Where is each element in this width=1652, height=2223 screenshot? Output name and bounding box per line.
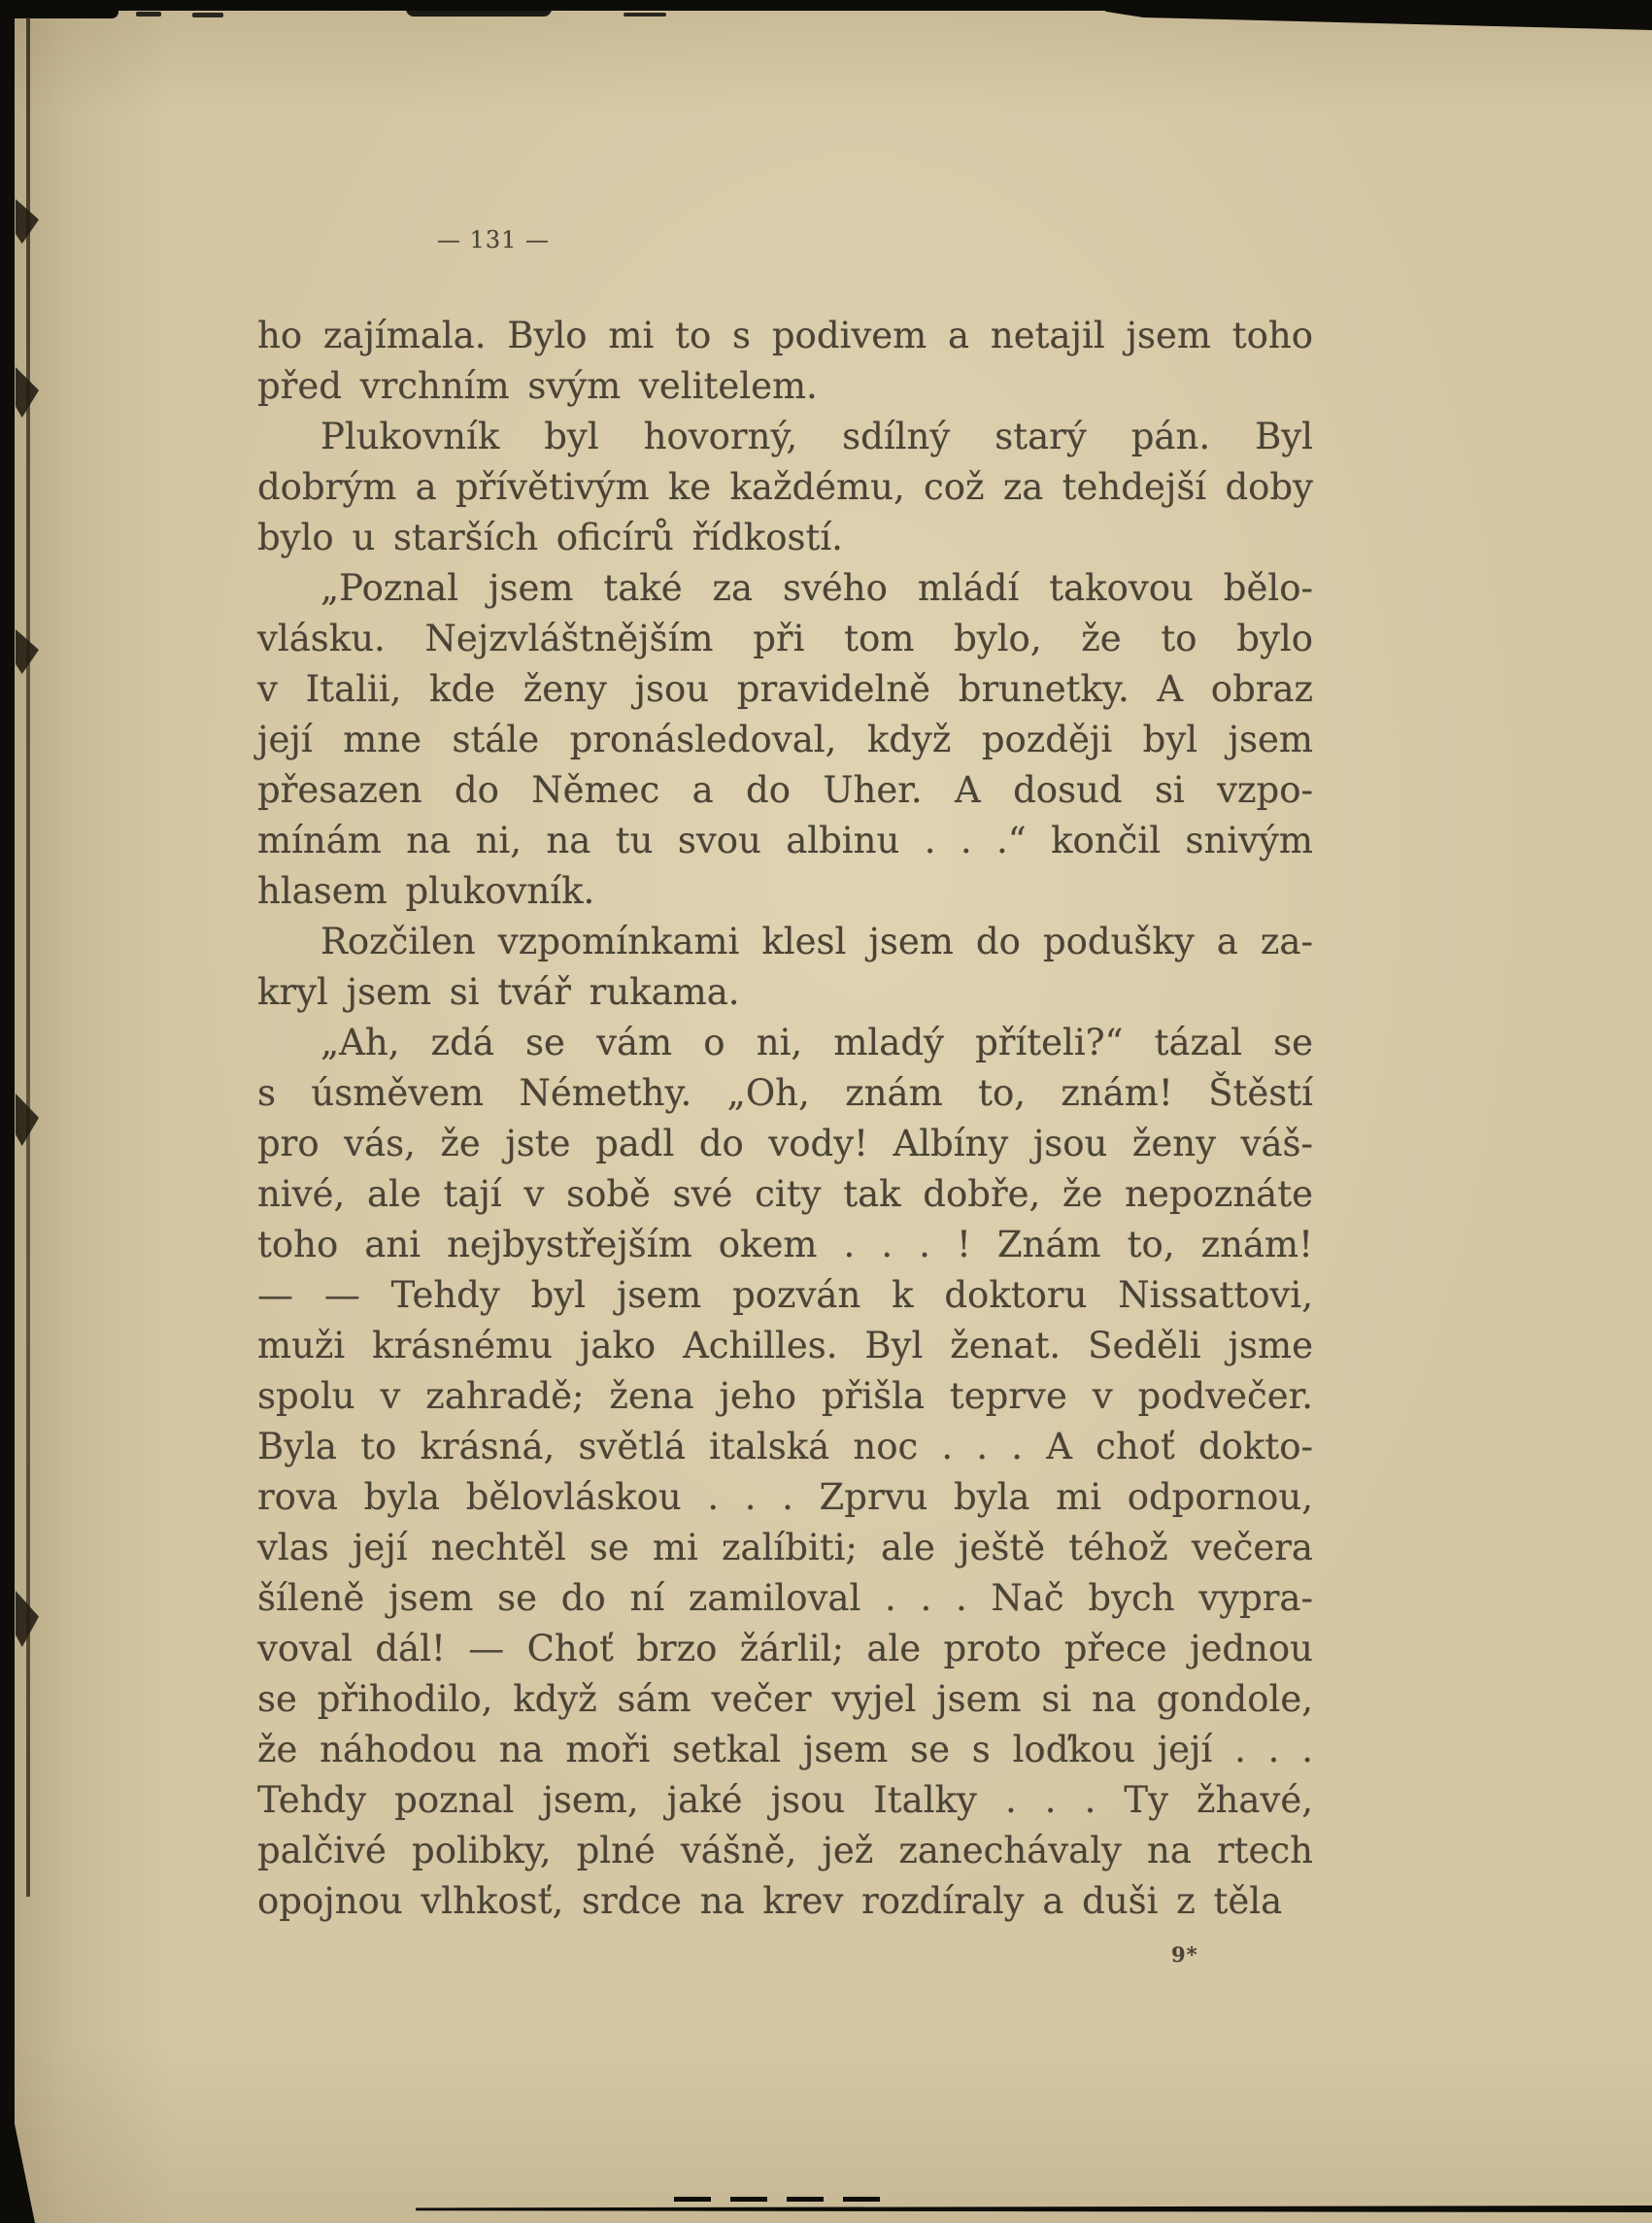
text-line: dobrým a přívětivým ke každému, což za tehdejší doby [257, 466, 1313, 508]
text-line: — — Tehdy byl jsem pozván k doktoru Nissattovi, [257, 1274, 1313, 1316]
text-line: Byla to krásná, světlá italská noc . . . A choť dokto- [257, 1426, 1313, 1467]
text-line: palčivé polibky, plné vášně, jež zanechávaly na rtech [257, 1830, 1313, 1871]
text-line: s úsměvem Némethy. „Oh, znám to, znám! Štěstí [257, 1072, 1313, 1114]
text-line: se přihodilo, když sám večer vyjel jsem si na gondole, [257, 1678, 1313, 1720]
text-line: voval dál! — Choť brzo žárlil; ale proto přece jednou [257, 1628, 1313, 1669]
scan-edge-bottom [416, 2206, 1652, 2212]
page-number: — 131 — [436, 226, 551, 253]
scan-edge-top-bump [406, 0, 552, 17]
text-line: spolu v zahradě; žena jeho přišla teprve v podvečer. [257, 1375, 1313, 1417]
text-line: šíleně jsem se do ní zamiloval . . . Nač bych vypra- [257, 1577, 1313, 1619]
text-line: hlasem plukovník. [257, 870, 595, 912]
scan-speck [136, 12, 161, 17]
text-line: nivé, ale tají v sobě své city tak dobře, že nepoznáte [257, 1173, 1313, 1215]
scan-edge-bottom-left [0, 2069, 35, 2223]
scan-edge-top-left [0, 0, 118, 18]
text-line: Plukovník byl hovorný, sdílný starý pán. Byl [320, 416, 1313, 457]
text-line: Tehdy poznal jsem, jaké jsou Italky . . . Ty žhavé, [257, 1779, 1313, 1821]
text-line: vlásku. Nejzvláštnějším při tom bylo, že to bylo [257, 618, 1313, 659]
text-line: rova byla bělovláskou . . . Zprvu byla mi odpornou, [257, 1476, 1313, 1518]
text-line: bylo u starších oficírů řídkostí. [257, 517, 843, 558]
text-line: přesazen do Němec a do Uher. A dosud si vzpo- [257, 769, 1313, 811]
text-line: v Italii, kde ženy jsou pravidelně brunetky. A obraz [257, 668, 1313, 710]
text-line: že náhodou na moři setkal jsem se s loďkou její . . . [257, 1729, 1313, 1770]
text-line: před vrchním svým velitelem. [257, 365, 818, 407]
scan-edge-bottom-dashes [674, 2197, 880, 2202]
text-line: kryl jsem si tvář rukama. [257, 971, 740, 1013]
text-block [257, 311, 1313, 1927]
text-line: opojnou vlhkosť, srdce na krev rozdíraly a duši z těla [257, 1880, 1283, 1922]
text-line: muži krásnému jako Achilles. Byl ženat. Seděli jsme [257, 1325, 1313, 1366]
text-line: její mne stále pronásledoval, když později byl jsem [257, 719, 1313, 760]
scan-edge-top-right [1105, 0, 1652, 30]
text-line: „Ah, zdá se vám o ni, mladý příteli?“ tázal se [320, 1022, 1313, 1063]
text-line: „Poznal jsem také za svého mládí takovou bělo- [320, 567, 1313, 609]
text-line: pro vás, že jste padl do vody! Albíny jsou ženy váš- [257, 1123, 1313, 1164]
scan-speck [624, 13, 666, 17]
scan-speck [192, 13, 223, 17]
text-line: ho zajímala. Bylo mi to s podivem a netajil jsem toho [257, 315, 1313, 356]
text-line: Rozčilen vzpomínkami klesl jsem do podušky a za- [320, 921, 1313, 962]
text-line: mínám na ni, na tu svou albinu . . .“ končil snivým [257, 820, 1313, 861]
scan-edge-left [0, 8, 15, 2223]
text-line: vlas její nechtěl se mi zalíbiti; ale ještě téhož večera [257, 1527, 1313, 1568]
text-line: toho ani nejbystřejším okem . . . ! Znám to, znám! [257, 1224, 1313, 1265]
signature-mark: 9* [1171, 1942, 1198, 1967]
